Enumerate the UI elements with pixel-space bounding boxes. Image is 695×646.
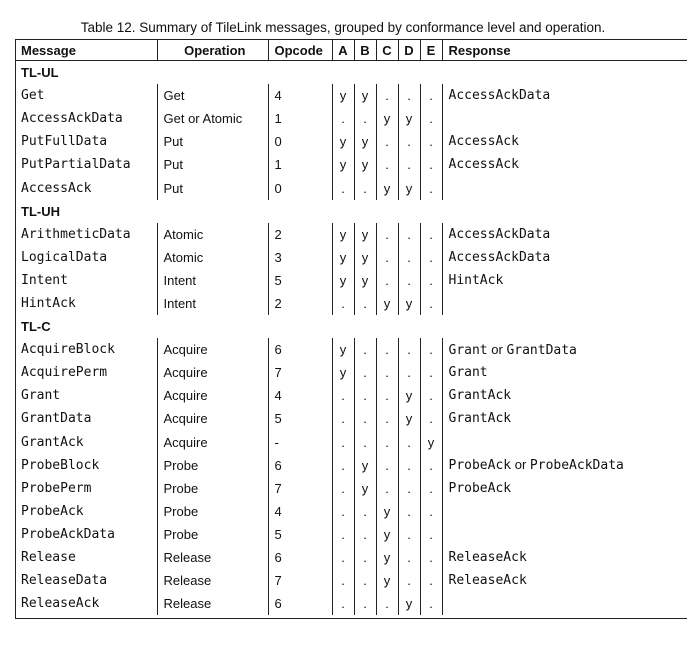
header-d: D <box>398 40 420 61</box>
header-response: Response <box>442 40 687 61</box>
header-row <box>15 40 687 61</box>
operation-cell: Acquire <box>157 431 268 454</box>
response-cell: ReleaseAck <box>442 569 687 592</box>
opcode-cell: 1 <box>268 153 332 176</box>
operation-cell: Probe <box>157 523 268 546</box>
conformance-b-cell: y <box>354 84 376 107</box>
table-row <box>15 84 687 107</box>
conformance-a-cell: . <box>332 407 354 430</box>
conformance-a-cell: y <box>332 361 354 384</box>
conformance-a-cell: y <box>332 130 354 153</box>
conformance-d-cell: . <box>398 454 420 477</box>
conformance-d-cell: y <box>398 292 420 315</box>
table-row <box>15 546 687 569</box>
operation-cell: Atomic <box>157 223 268 246</box>
header-message: Message <box>15 40 157 61</box>
tilelink-messages-table <box>15 40 687 615</box>
conformance-e-cell: . <box>420 153 442 176</box>
opcode-cell: 2 <box>268 292 332 315</box>
table-left-rule <box>15 39 16 619</box>
table-row <box>15 153 687 176</box>
conformance-d-cell: . <box>398 338 420 361</box>
group-label: TL-C <box>21 319 51 335</box>
conformance-d-cell: y <box>398 384 420 407</box>
table-row <box>15 477 687 500</box>
conformance-b-cell: y <box>354 269 376 292</box>
group-row <box>15 315 687 338</box>
message-cell: Intent <box>21 272 68 288</box>
opcode-cell: 7 <box>268 477 332 500</box>
conformance-d-cell: y <box>398 107 420 130</box>
message-cell: GrantData <box>21 411 92 427</box>
response-cell: AccessAckData <box>442 223 687 246</box>
conformance-d-cell: y <box>398 407 420 430</box>
conformance-e-cell: . <box>420 223 442 246</box>
operation-cell: Get <box>157 84 268 107</box>
conformance-c-cell: . <box>376 269 398 292</box>
conformance-b-cell: . <box>354 338 376 361</box>
conformance-a-cell: . <box>332 569 354 592</box>
operation-cell: Intent <box>157 292 268 315</box>
response-cell: GrantAck <box>442 407 687 430</box>
table-row <box>15 384 687 407</box>
conformance-d-cell: . <box>398 361 420 384</box>
message-cell: Release <box>21 550 76 566</box>
conformance-c-cell: . <box>376 84 398 107</box>
table-row <box>15 246 687 269</box>
conformance-e-cell: . <box>420 176 442 199</box>
conformance-b-cell: . <box>354 407 376 430</box>
response-cell: AccessAck <box>442 153 687 176</box>
conformance-a-cell: . <box>332 107 354 130</box>
conformance-c-cell: . <box>376 153 398 176</box>
operation-cell: Acquire <box>157 338 268 361</box>
table-top-rule <box>15 39 687 40</box>
operation-cell: Probe <box>157 454 268 477</box>
message-cell: ProbeAck <box>21 503 84 519</box>
table-row <box>15 176 687 199</box>
conformance-d-cell: . <box>398 130 420 153</box>
conformance-a-cell: y <box>332 223 354 246</box>
table-row <box>15 223 687 246</box>
conformance-a-cell: y <box>332 84 354 107</box>
operation-cell: Release <box>157 569 268 592</box>
group-label: TL-UL <box>21 65 59 81</box>
conformance-b-cell: . <box>354 523 376 546</box>
conformance-b-cell: y <box>354 454 376 477</box>
response-cell: AccessAckData <box>442 84 687 107</box>
group-label: TL-UH <box>21 203 60 219</box>
conformance-a-cell: . <box>332 384 354 407</box>
opcode-cell: 5 <box>268 523 332 546</box>
conformance-c-cell: . <box>376 361 398 384</box>
message-cell: LogicalData <box>21 249 108 265</box>
message-cell: PutPartialData <box>21 157 131 173</box>
message-cell: ProbeAckData <box>21 526 115 542</box>
operation-cell: Release <box>157 592 268 615</box>
header-c: C <box>376 40 398 61</box>
message-cell: GrantAck <box>21 434 84 450</box>
operation-cell: Acquire <box>157 407 268 430</box>
opcode-cell: 2 <box>268 223 332 246</box>
conformance-b-cell: y <box>354 223 376 246</box>
conformance-d-cell: . <box>398 246 420 269</box>
conformance-b-cell: . <box>354 361 376 384</box>
conformance-c-cell: . <box>376 477 398 500</box>
table-row <box>15 269 687 292</box>
response-cell <box>442 431 687 454</box>
response-cell <box>442 500 687 523</box>
conformance-d-cell: . <box>398 477 420 500</box>
conformance-d-cell: . <box>398 431 420 454</box>
conformance-e-cell: . <box>420 130 442 153</box>
table-row <box>15 107 687 130</box>
conformance-c-cell: y <box>376 292 398 315</box>
message-cell: ProbePerm <box>21 480 92 496</box>
message-cell: PutFullData <box>21 134 108 150</box>
operation-cell: Release <box>157 546 268 569</box>
message-cell: AcquirePerm <box>21 365 108 381</box>
response-cell: ProbeAck <box>442 477 687 500</box>
response-cell: AccessAck <box>442 130 687 153</box>
message-cell: AccessAckData <box>21 111 123 127</box>
conformance-d-cell: y <box>398 176 420 199</box>
conformance-c-cell: y <box>376 523 398 546</box>
conformance-a-cell: y <box>332 246 354 269</box>
conformance-d-cell: . <box>398 223 420 246</box>
response-cell <box>442 176 687 199</box>
conformance-a-cell: . <box>332 523 354 546</box>
conformance-e-cell: . <box>420 523 442 546</box>
table-row <box>15 592 687 615</box>
response-cell <box>442 292 687 315</box>
conformance-c-cell: . <box>376 454 398 477</box>
conformance-a-cell: . <box>332 292 354 315</box>
opcode-cell: 1 <box>268 107 332 130</box>
conformance-e-cell: . <box>420 338 442 361</box>
conformance-e-cell: . <box>420 477 442 500</box>
opcode-cell: 6 <box>268 546 332 569</box>
opcode-cell: 6 <box>268 454 332 477</box>
conformance-c-cell: . <box>376 431 398 454</box>
message-cell: ProbeBlock <box>21 457 100 473</box>
conformance-b-cell: . <box>354 546 376 569</box>
conformance-b-cell: y <box>354 477 376 500</box>
operation-cell: Put <box>157 176 268 199</box>
table-row <box>15 407 687 430</box>
conformance-e-cell: . <box>420 569 442 592</box>
conformance-a-cell: . <box>332 546 354 569</box>
conformance-e-cell: . <box>420 592 442 615</box>
operation-cell: Acquire <box>157 361 268 384</box>
table-caption: Table 12. Summary of TileLink messages, grouped by conformance level and operation. <box>80 20 606 35</box>
conformance-a-cell: y <box>332 269 354 292</box>
conformance-a-cell: y <box>332 153 354 176</box>
header-operation: Operation <box>157 40 268 61</box>
conformance-c-cell: . <box>376 384 398 407</box>
header-b: B <box>354 40 376 61</box>
operation-cell: Get or Atomic <box>157 107 268 130</box>
response-cell <box>442 107 687 130</box>
conformance-e-cell: . <box>420 246 442 269</box>
conformance-c-cell: y <box>376 500 398 523</box>
table-row <box>15 130 687 153</box>
operation-cell: Probe <box>157 500 268 523</box>
conformance-d-cell: . <box>398 523 420 546</box>
conformance-b-cell: . <box>354 107 376 130</box>
header-a: A <box>332 40 354 61</box>
message-cell: AcquireBlock <box>21 342 115 358</box>
table-row <box>15 569 687 592</box>
opcode-cell: 6 <box>268 338 332 361</box>
conformance-b-cell: . <box>354 592 376 615</box>
table-row <box>15 292 687 315</box>
conformance-e-cell: y <box>420 431 442 454</box>
opcode-cell: 5 <box>268 269 332 292</box>
conformance-e-cell: . <box>420 84 442 107</box>
conformance-a-cell: y <box>332 338 354 361</box>
response-cell <box>442 592 687 615</box>
response-cell: HintAck <box>442 269 687 292</box>
conformance-c-cell: y <box>376 569 398 592</box>
header-e: E <box>420 40 442 61</box>
table-row <box>15 431 687 454</box>
response-cell: GrantAck <box>442 384 687 407</box>
table-row <box>15 500 687 523</box>
table-bottom-rule <box>15 618 687 619</box>
conformance-b-cell: . <box>354 431 376 454</box>
conformance-a-cell: . <box>332 477 354 500</box>
group-row <box>15 200 687 223</box>
conformance-b-cell: . <box>354 176 376 199</box>
operation-cell: Put <box>157 130 268 153</box>
response-cell: ReleaseAck <box>442 546 687 569</box>
conformance-c-cell: y <box>376 176 398 199</box>
conformance-c-cell: . <box>376 407 398 430</box>
table-row <box>15 454 687 477</box>
opcode-cell: 4 <box>268 500 332 523</box>
message-cell: HintAck <box>21 295 76 311</box>
conformance-b-cell: . <box>354 569 376 592</box>
conformance-e-cell: . <box>420 269 442 292</box>
conformance-b-cell: y <box>354 130 376 153</box>
message-cell: ReleaseData <box>21 573 108 589</box>
table-row <box>15 361 687 384</box>
conformance-e-cell: . <box>420 546 442 569</box>
conformance-b-cell: . <box>354 500 376 523</box>
conformance-e-cell: . <box>420 384 442 407</box>
conformance-b-cell: y <box>354 246 376 269</box>
conformance-e-cell: . <box>420 407 442 430</box>
group-row <box>15 61 687 85</box>
opcode-cell: 4 <box>268 84 332 107</box>
opcode-cell: 7 <box>268 361 332 384</box>
operation-cell: Atomic <box>157 246 268 269</box>
conformance-a-cell: . <box>332 592 354 615</box>
table-row <box>15 523 687 546</box>
conformance-a-cell: . <box>332 176 354 199</box>
conformance-a-cell: . <box>332 500 354 523</box>
conformance-d-cell: y <box>398 592 420 615</box>
header-opcode: Opcode <box>268 40 332 61</box>
conformance-c-cell: . <box>376 592 398 615</box>
response-cell: ProbeAck or ProbeAckData <box>442 454 687 477</box>
conformance-d-cell: . <box>398 269 420 292</box>
opcode-cell: 0 <box>268 130 332 153</box>
table-row <box>15 338 687 361</box>
opcode-cell: 0 <box>268 176 332 199</box>
conformance-d-cell: . <box>398 153 420 176</box>
operation-cell: Probe <box>157 477 268 500</box>
operation-cell: Put <box>157 153 268 176</box>
opcode-cell: 7 <box>268 569 332 592</box>
response-cell: AccessAckData <box>442 246 687 269</box>
conformance-c-cell: . <box>376 338 398 361</box>
conformance-b-cell: y <box>354 153 376 176</box>
response-cell: Grant <box>442 361 687 384</box>
conformance-e-cell: . <box>420 454 442 477</box>
operation-cell: Intent <box>157 269 268 292</box>
response-cell <box>442 523 687 546</box>
conformance-c-cell: y <box>376 546 398 569</box>
conformance-a-cell: . <box>332 454 354 477</box>
conformance-d-cell: . <box>398 569 420 592</box>
conformance-c-cell: . <box>376 130 398 153</box>
conformance-e-cell: . <box>420 500 442 523</box>
opcode-cell: - <box>268 431 332 454</box>
conformance-d-cell: . <box>398 546 420 569</box>
message-cell: Grant <box>21 388 61 404</box>
conformance-d-cell: . <box>398 84 420 107</box>
message-cell: AccessAck <box>21 180 92 196</box>
conformance-e-cell: . <box>420 361 442 384</box>
conformance-b-cell: . <box>354 384 376 407</box>
opcode-cell: 6 <box>268 592 332 615</box>
opcode-cell: 3 <box>268 246 332 269</box>
conformance-c-cell: . <box>376 223 398 246</box>
message-cell: Get <box>21 88 45 104</box>
opcode-cell: 5 <box>268 407 332 430</box>
conformance-e-cell: . <box>420 107 442 130</box>
conformance-c-cell: y <box>376 107 398 130</box>
conformance-d-cell: . <box>398 500 420 523</box>
conformance-e-cell: . <box>420 292 442 315</box>
opcode-cell: 4 <box>268 384 332 407</box>
conformance-c-cell: . <box>376 246 398 269</box>
response-cell: Grant or GrantData <box>442 338 687 361</box>
operation-cell: Acquire <box>157 384 268 407</box>
conformance-a-cell: . <box>332 431 354 454</box>
message-cell: ReleaseAck <box>21 596 100 612</box>
conformance-b-cell: . <box>354 292 376 315</box>
message-cell: ArithmeticData <box>21 226 131 242</box>
